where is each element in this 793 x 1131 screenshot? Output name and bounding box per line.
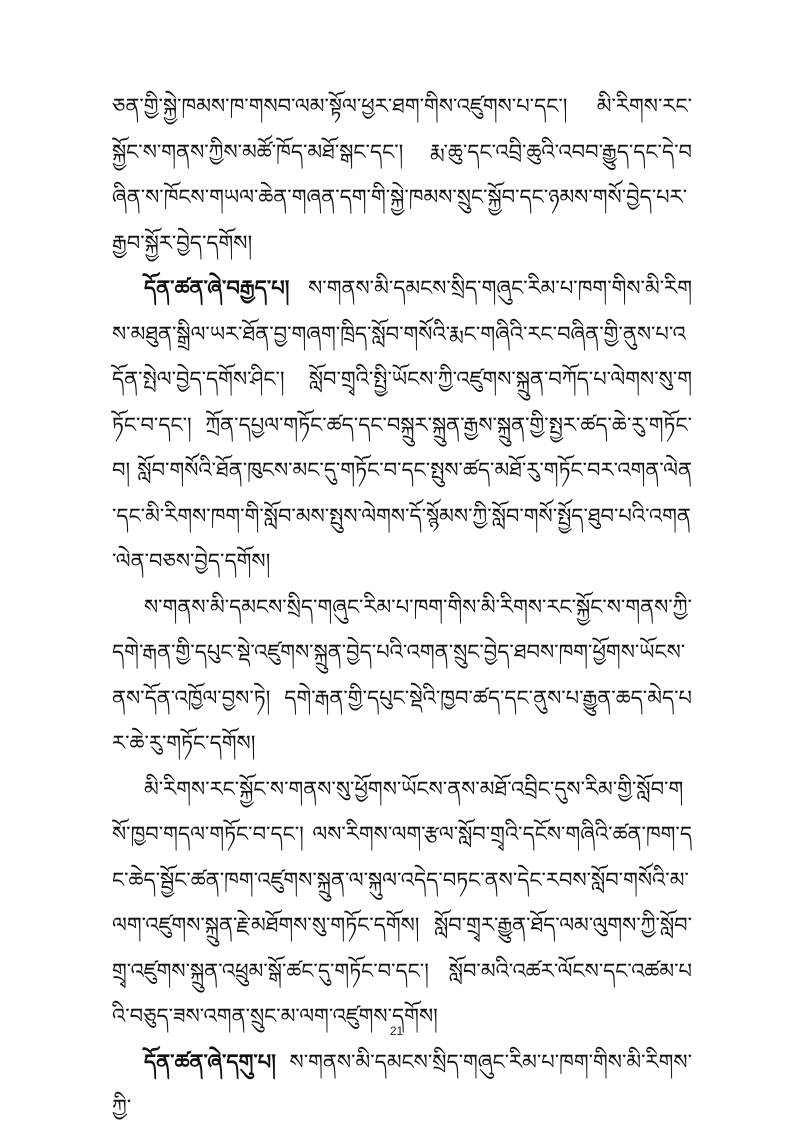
- article-heading: དོན་ཚན་ཞེ་བརྒྱད་པ།: [144, 276, 290, 300]
- article-49-paragraph: [112, 1040, 692, 1131]
- paragraph-text: ཅན་གྱི་སྐྱེ་ཁམས་ཁ་གསབ་ལམ་སྟོལ་ཕྱར་ཐག་གིས་འཛུགས་པ་དང་། མི་རིགས་རང་སྐྱོང་ས་གནས་ཀྱིས་མཚོ་ཁོད་མཐོ་སྒང་དང་། རྨ་ཆུ་དང་འབྲི་ཆུའི་འབབ་རྒྱུད་དང་དེ་བཞིན་ས་ཁོངས་གཡལ་ཆེན་གཞན་དག་གི་སྐྱེ་ཁམས་སྲུང་སྐྱོབ་དང་ཉམས་གསོ་བྱེད་པར་རྒྱབ་སྐྱོར་བྱེད་དགོས།: [112, 94, 692, 255]
- article-heading: དོན་ཚན་ཞེ་དགུ་པ།: [144, 1049, 276, 1074]
- paragraph-teacher-force: [112, 585, 692, 767]
- paragraph-text: ས་གནས་མི་དམངས་སྲིད་གཞུང་རིམ་པ་ཁག་གིས་མི་རིགས་མཐུན་སྒྲིལ་ཡར་ཐོན་བྱ་གཞག་ཁྲིད་སློབ་གསོའི་རྨང་གཞིའི་རང་བཞིན་གྱི་ནུས་པ་འདོན་སྤེལ་བྱེད་དགོས་ཤིང་། སློབ་གྲྭའི་སྤྱི་ཡོངས་ཀྱི་འཛུགས་སྐྲུན་བཀོད་པ་ལེགས་སུ་གཏོང་བ་དང་། ཀྲོན་དཔྱལ་གཏོང་ཚད་དང་བསྐྲུར་སྐྲུན་རྒྱས་སྐྲུན་གྱི་སྤྱར་ཚད་ཆེ་རུ་གཏོང་བ། སློབ་གསོའི་ཐོན་ཁུངས་མང་དུ་གཏོང་བ་དང་སྤུས་ཚད་མཐོ་རུ་གཏོང་བར་འགན་ལེན་དང་མི་རིགས་ཁག་གི་སློབ་མས་སྤུས་ལེགས་དོ་སྙོམས་ཀྱི་སློབ་གསོ་སྤྱོད་ཐུབ་པའི་འགན་ལེན་བཅས་བྱེད་དགོས།: [112, 276, 692, 573]
- body-text: [112, 84, 692, 1131]
- article-48-paragraph: [112, 266, 692, 585]
- paragraph-education-system: [112, 767, 692, 1040]
- page-number: 21: [389, 1024, 404, 1038]
- paragraph-text: ས་གནས་མི་དམངས་སྲིད་གཞུང་རིམ་པ་ཁག་གིས་མི་རིགས་ཀྱི་: [112, 1049, 692, 1119]
- paragraph-text: ས་གནས་མི་དམངས་སྲིད་གཞུང་རིམ་པ་ཁག་གིས་མི་རིགས་རང་སྐྱོང་ས་གནས་ཀྱི་དགེ་རྒན་གྱི་དཔུང་སྡེ་འཛུགས་སྐྲུན་བྱེད་པའི་འགན་སྲུང་བྱེད་ཐབས་ཁག་ཕྱོགས་ཡོངས་ནས་དོན་འཁྱོལ་བྱས་ཏེ། དགེ་རྒན་གྱི་དཔུང་སྡེའི་ཁྱབ་ཚད་དང་ནུས་པ་རྒྱུན་ཆད་མེད་པར་ཆེ་རུ་གཏོང་དགོས།: [112, 594, 692, 755]
- paragraph-text: མི་རིགས་རང་སྐྱོང་ས་གནས་སུ་ཕྱོགས་ཡོངས་ནས་མཐོ་འབྲིང་དུས་རིམ་གྱི་སློབ་གསོ་ཁྱབ་གདལ་གཏོང་བ་དང་། ལས་རིགས་ལག་རྩལ་སློབ་གྲྭའི་དངོས་གཞིའི་ཚན་ཁག་དང་ཆེད་སྦྱོང་ཚན་ཁག་འཛུགས་སྐྲུན་ལ་སྐུལ་འདེད་བཏང་ནས་དེང་རབས་སློབ་གསོའི་མ་ལག་འཛུགས་སྐྲུན་རྗེ་མཐོགས་སུ་གཏོང་དགོས། སློབ་གྲྭར་རྒྱུན་ཐོད་ལམ་ལུགས་ཀྱི་སློབ་གྲྭ་འཛུགས་སྐྲུན་འཕྲུམ་སྒོ་ཚང་དུ་གཏོང་བ་དང་། སློབ་མའི་འཚར་ལོངས་དང་འཚམ་པའི་བཅུད་ཟས་འགན་སྲུང་མ་ལག་འཛུགས་དགོས།: [112, 776, 692, 1028]
- paragraph-continuation: [112, 84, 692, 266]
